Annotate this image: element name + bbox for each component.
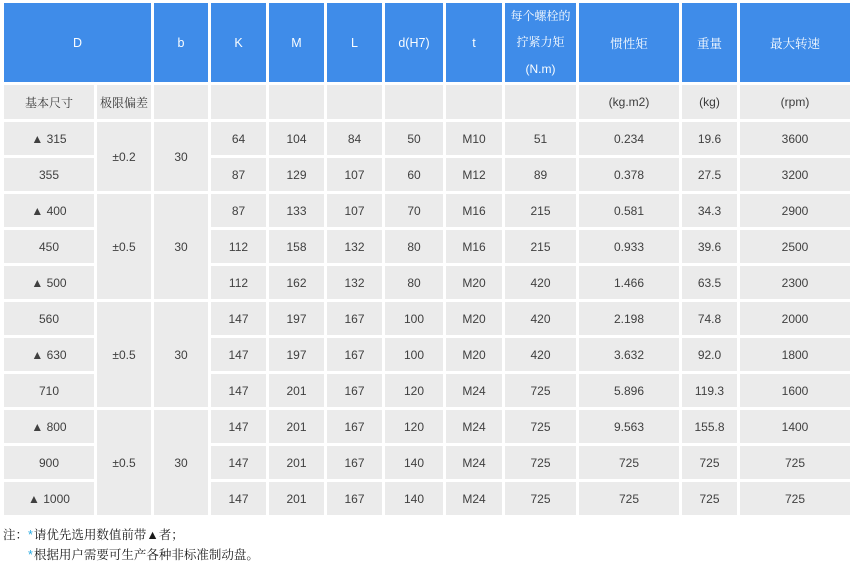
cell-basic-size: ▲ 400 <box>4 194 94 227</box>
cell-rpm: 725 <box>740 482 850 515</box>
cell-inertia: 725 <box>579 446 679 479</box>
cell-inertia: 1.466 <box>579 266 679 299</box>
cell-inertia: 0.581 <box>579 194 679 227</box>
subheader-empty-b <box>154 85 208 119</box>
header-inertia: 惯性矩 <box>579 3 679 82</box>
subheader-weight-unit: (kg) <box>682 85 737 119</box>
cell-rpm: 2300 <box>740 266 850 299</box>
cell-l: 107 <box>327 158 382 191</box>
cell-dh7: 60 <box>385 158 443 191</box>
cell-rpm: 2000 <box>740 302 850 335</box>
cell-k: 87 <box>211 194 266 227</box>
cell-basic-size: 710 <box>4 374 94 407</box>
cell-l: 167 <box>327 410 382 443</box>
cell-inertia: 3.632 <box>579 338 679 371</box>
cell-dh7: 80 <box>385 230 443 263</box>
cell-rpm: 1400 <box>740 410 850 443</box>
cell-torque: 725 <box>505 446 576 479</box>
cell-weight: 27.5 <box>682 158 737 191</box>
header-max-speed: 最大转速 <box>740 3 850 82</box>
cell-rpm: 3600 <box>740 122 850 155</box>
cell-basic-size: ▲ 1000 <box>4 482 94 515</box>
cell-m: 201 <box>269 482 324 515</box>
cell-l: 84 <box>327 122 382 155</box>
notes-label: 注： <box>3 528 29 543</box>
cell-dh7: 100 <box>385 302 443 335</box>
cell-m: 201 <box>269 410 324 443</box>
cell-m: 201 <box>269 446 324 479</box>
header-m: M <box>269 3 324 82</box>
cell-basic-size: 900 <box>4 446 94 479</box>
subheader-inertia-unit: (kg.m2) <box>579 85 679 119</box>
cell-weight: 119.3 <box>682 374 737 407</box>
cell-basic-size: ▲ 630 <box>4 338 94 371</box>
cell-torque: 725 <box>505 410 576 443</box>
cell-b: 30 <box>154 122 208 191</box>
subheader-empty-dh7 <box>385 85 443 119</box>
cell-l: 132 <box>327 230 382 263</box>
header-torque: 每个螺栓的拧紧力矩(N.m) <box>505 3 576 82</box>
note-line <box>28 526 259 545</box>
subheader-speed-unit: (rpm) <box>740 85 850 119</box>
cell-torque: 215 <box>505 194 576 227</box>
cell-basic-size: 355 <box>4 158 94 191</box>
cell-weight: 92.0 <box>682 338 737 371</box>
cell-basic-size: ▲ 800 <box>4 410 94 443</box>
cell-k: 64 <box>211 122 266 155</box>
table-row <box>4 194 850 227</box>
cell-inertia: 0.234 <box>579 122 679 155</box>
cell-m: 133 <box>269 194 324 227</box>
header-weight: 重量 <box>682 3 737 82</box>
subheader-empty-m <box>269 85 324 119</box>
cell-limit-deviation: ±0.5 <box>97 194 151 299</box>
cell-rpm: 3200 <box>740 158 850 191</box>
cell-l: 167 <box>327 374 382 407</box>
cell-t: M20 <box>446 302 502 335</box>
cell-torque: 215 <box>505 230 576 263</box>
cell-rpm: 1800 <box>740 338 850 371</box>
cell-torque: 420 <box>505 266 576 299</box>
header-l: L <box>327 3 382 82</box>
cell-dh7: 80 <box>385 266 443 299</box>
cell-torque: 725 <box>505 482 576 515</box>
cell-rpm: 1600 <box>740 374 850 407</box>
cell-inertia: 2.198 <box>579 302 679 335</box>
subheader-empty-k <box>211 85 266 119</box>
cell-inertia: 725 <box>579 482 679 515</box>
note-text: 请优先选用数值前带▲者； <box>33 528 184 543</box>
header-t: t <box>446 3 502 82</box>
asterisk-icon: * <box>28 547 33 562</box>
note-text: 根据用户需要可生产各种非标准制动盘。 <box>33 547 259 562</box>
cell-k: 112 <box>211 266 266 299</box>
cell-weight: 63.5 <box>682 266 737 299</box>
cell-k: 147 <box>211 410 266 443</box>
cell-m: 197 <box>269 302 324 335</box>
cell-m: 201 <box>269 374 324 407</box>
cell-inertia: 0.933 <box>579 230 679 263</box>
note-lines <box>28 526 259 565</box>
cell-b: 30 <box>154 410 208 515</box>
cell-limit-deviation: ±0.5 <box>97 302 151 407</box>
cell-weight: 74.8 <box>682 302 737 335</box>
note-line <box>28 546 259 565</box>
cell-weight: 34.3 <box>682 194 737 227</box>
cell-k: 147 <box>211 338 266 371</box>
subheader-empty-torque <box>505 85 576 119</box>
cell-t: M10 <box>446 122 502 155</box>
cell-weight: 725 <box>682 446 737 479</box>
header-dh7: d(H7) <box>385 3 443 82</box>
cell-torque: 51 <box>505 122 576 155</box>
subheader-empty-l <box>327 85 382 119</box>
cell-t: M24 <box>446 410 502 443</box>
cell-dh7: 140 <box>385 482 443 515</box>
cell-weight: 155.8 <box>682 410 737 443</box>
cell-b: 30 <box>154 302 208 407</box>
cell-t: M16 <box>446 230 502 263</box>
cell-basic-size: ▲ 315 <box>4 122 94 155</box>
table-row <box>4 122 850 155</box>
cell-limit-deviation: ±0.5 <box>97 410 151 515</box>
table-row <box>4 410 850 443</box>
cell-l: 167 <box>327 482 382 515</box>
cell-t: M12 <box>446 158 502 191</box>
cell-k: 147 <box>211 446 266 479</box>
cell-t: M24 <box>446 482 502 515</box>
subheader-limit-deviation: 极限偏差 <box>97 85 151 119</box>
cell-t: M20 <box>446 266 502 299</box>
cell-inertia: 9.563 <box>579 410 679 443</box>
cell-rpm: 2500 <box>740 230 850 263</box>
spec-table <box>1 0 853 518</box>
cell-k: 112 <box>211 230 266 263</box>
subheader-row <box>4 85 850 119</box>
cell-m: 162 <box>269 266 324 299</box>
cell-m: 129 <box>269 158 324 191</box>
cell-dh7: 140 <box>385 446 443 479</box>
cell-t: M20 <box>446 338 502 371</box>
cell-weight: 39.6 <box>682 230 737 263</box>
cell-k: 87 <box>211 158 266 191</box>
cell-inertia: 5.896 <box>579 374 679 407</box>
cell-basic-size: 450 <box>4 230 94 263</box>
cell-l: 167 <box>327 446 382 479</box>
cell-limit-deviation: ±0.2 <box>97 122 151 191</box>
cell-t: M24 <box>446 374 502 407</box>
cell-t: M16 <box>446 194 502 227</box>
header-row <box>4 3 850 82</box>
header-k: K <box>211 3 266 82</box>
cell-k: 147 <box>211 302 266 335</box>
asterisk-icon: * <box>28 528 33 543</box>
table-row <box>4 302 850 335</box>
cell-l: 132 <box>327 266 382 299</box>
cell-k: 147 <box>211 482 266 515</box>
cell-rpm: 2900 <box>740 194 850 227</box>
cell-torque: 420 <box>505 338 576 371</box>
cell-weight: 19.6 <box>682 122 737 155</box>
header-b: b <box>154 3 208 82</box>
cell-m: 104 <box>269 122 324 155</box>
cell-basic-size: 560 <box>4 302 94 335</box>
cell-k: 147 <box>211 374 266 407</box>
cell-b: 30 <box>154 194 208 299</box>
cell-m: 197 <box>269 338 324 371</box>
header-d: D <box>4 3 151 82</box>
cell-t: M24 <box>446 446 502 479</box>
cell-dh7: 50 <box>385 122 443 155</box>
subheader-basic-size: 基本尺寸 <box>4 85 94 119</box>
cell-inertia: 0.378 <box>579 158 679 191</box>
subheader-empty-t <box>446 85 502 119</box>
cell-torque: 89 <box>505 158 576 191</box>
cell-l: 167 <box>327 302 382 335</box>
cell-torque: 725 <box>505 374 576 407</box>
cell-dh7: 70 <box>385 194 443 227</box>
cell-torque: 420 <box>505 302 576 335</box>
cell-weight: 725 <box>682 482 737 515</box>
cell-m: 158 <box>269 230 324 263</box>
footnotes <box>3 526 854 565</box>
cell-l: 167 <box>327 338 382 371</box>
cell-dh7: 120 <box>385 374 443 407</box>
cell-dh7: 100 <box>385 338 443 371</box>
cell-l: 107 <box>327 194 382 227</box>
cell-dh7: 120 <box>385 410 443 443</box>
cell-basic-size: ▲ 500 <box>4 266 94 299</box>
cell-rpm: 725 <box>740 446 850 479</box>
